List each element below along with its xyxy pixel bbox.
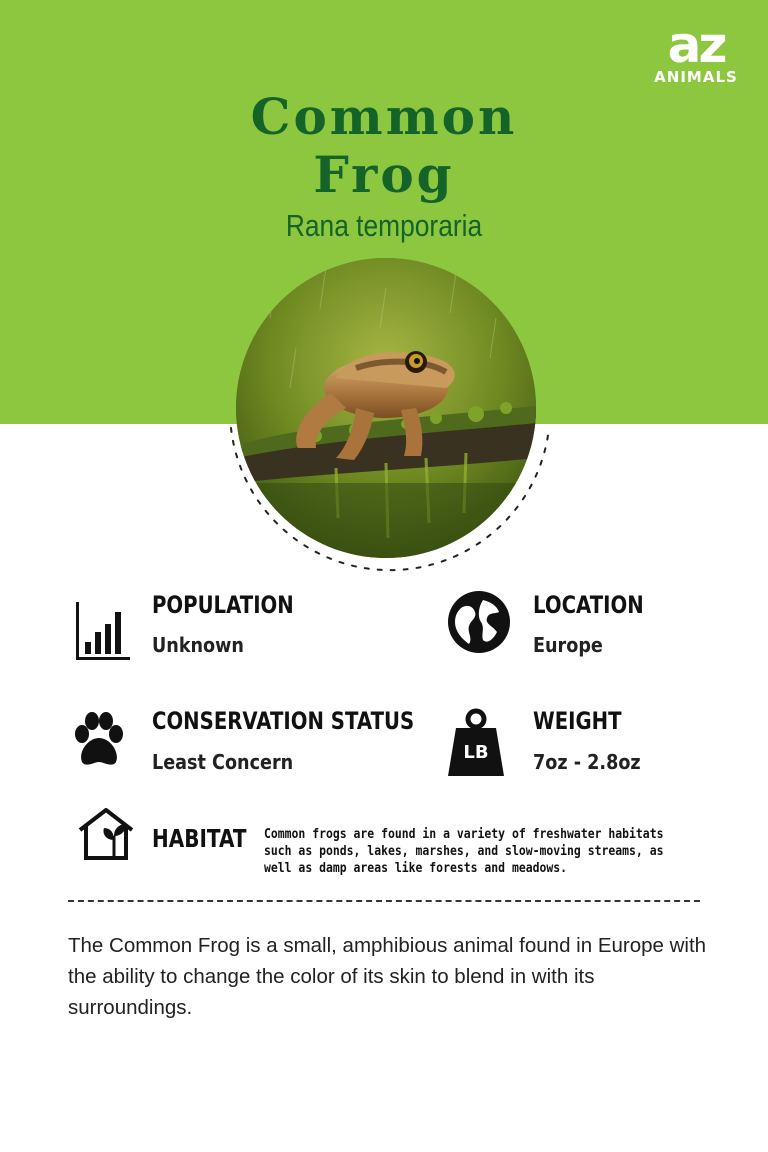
title-line-2: Frog <box>313 145 455 204</box>
house-plant-icon <box>76 806 136 862</box>
logo-mark: az <box>667 16 725 74</box>
title-line-1: Common <box>250 87 518 146</box>
location-label: LOCATION <box>533 591 644 619</box>
weight-unit-badge: LB <box>463 742 489 763</box>
az-animals-logo[interactable] <box>650 16 742 86</box>
logo-word: ANIMALS <box>654 68 738 86</box>
location-value: Europe <box>533 633 603 657</box>
bar-chart-icon <box>76 602 130 660</box>
description-paragraph: The Common Frog is a small, amphibious animal found in Europe with the ability to change the color of its skin to blend in with its surroundings. <box>68 934 707 1019</box>
conservation-status-label: CONSERVATION STATUS <box>152 707 415 735</box>
globe-icon <box>447 590 511 654</box>
habitat-text: Common frogs are found in a variety of freshwater habitats such as ponds, lakes, marshes, and slow-moving streams, as well as damp areas like forests and meadows. <box>264 827 664 876</box>
weight-icon <box>448 708 504 776</box>
population-label: POPULATION <box>152 591 294 619</box>
weight-value: 7oz - 2.8oz <box>533 750 641 774</box>
conservation-status-value: Least Concern <box>152 750 294 774</box>
population-value: Unknown <box>152 633 244 657</box>
page-title <box>0 88 768 204</box>
section-divider <box>68 900 700 902</box>
habitat-label: HABITAT <box>152 824 247 853</box>
frog-photo <box>236 258 536 558</box>
frog-illustration <box>236 258 536 558</box>
weight-label: WEIGHT <box>533 707 622 735</box>
scientific-name: Rana temporaria <box>285 208 483 243</box>
paw-icon <box>72 712 126 768</box>
